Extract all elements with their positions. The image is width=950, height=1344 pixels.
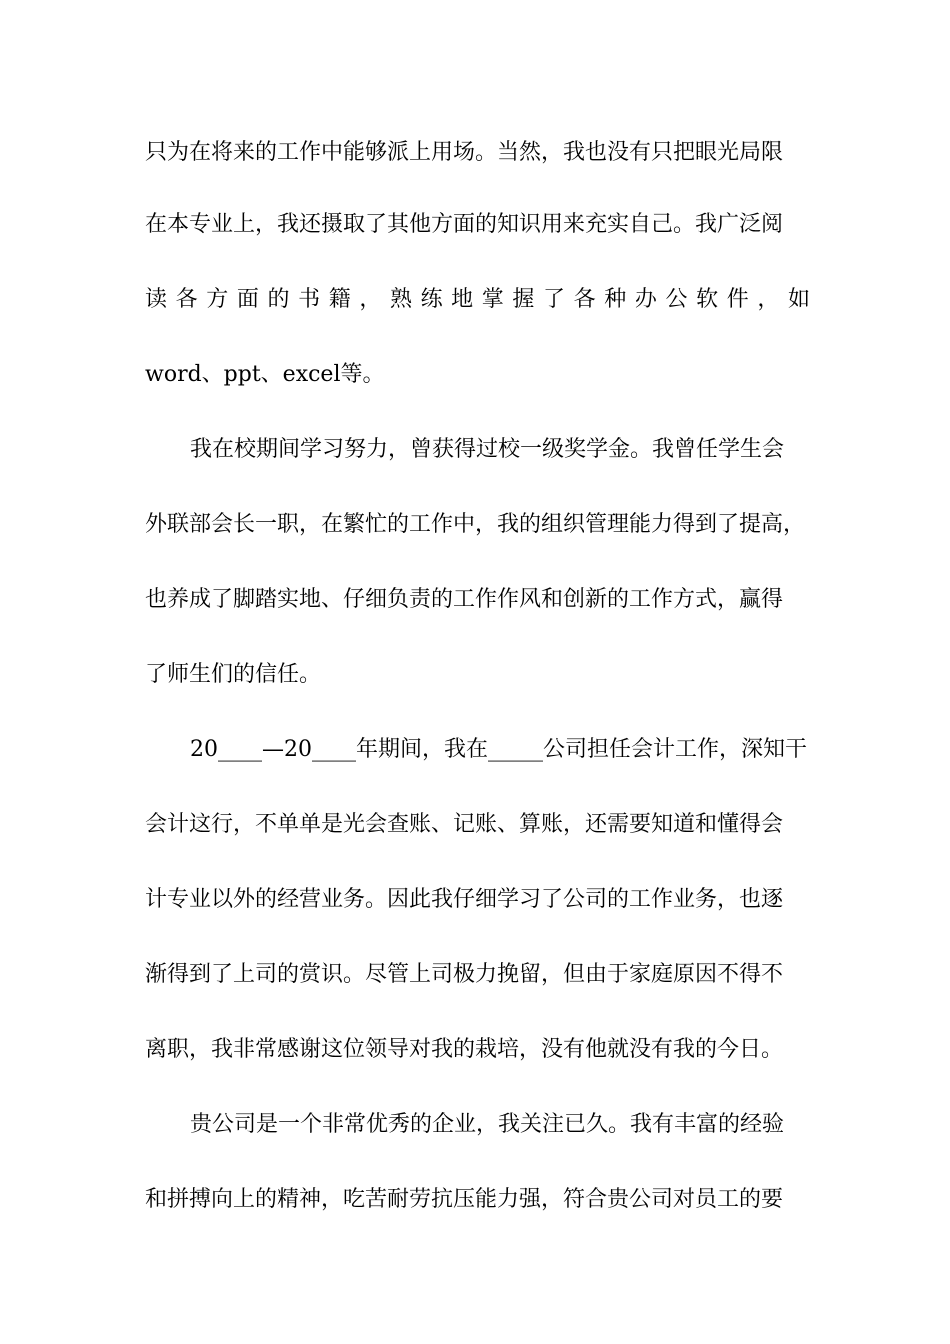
text-line: 计专业以外的经营业务。因此我仔细学习了公司的工作业务，也逐 bbox=[145, 887, 784, 912]
text-line: 外联部会长一职，在繁忙的工作中，我的组织管理能力得到了提高， bbox=[145, 512, 806, 537]
text-line: 和拼搏向上的精神，吃苦耐劳抗压能力强，符合贵公司对员工的要 bbox=[145, 1187, 784, 1212]
paragraph-first-line: 20____—20____年期间，我在_____公司担任会计工作，深知干 bbox=[190, 737, 807, 762]
text-line: 在本专业上，我还摄取了其他方面的知识用来充实自己。我广泛阅 bbox=[145, 212, 784, 237]
text-line: 渐得到了上司的赏识。尽管上司极力挽留，但由于家庭原因不得不 bbox=[145, 962, 784, 987]
text-line: 只为在将来的工作中能够派上用场。当然，我也没有只把眼光局限 bbox=[145, 140, 784, 165]
text-line: 离职，我非常感谢这位领导对我的栽培，没有他就没有我的今日。 bbox=[145, 1037, 784, 1062]
text-line: 也养成了脚踏实地、仔细负责的工作作风和创新的工作方式，赢得 bbox=[145, 587, 784, 612]
text-line: 读各方面的书籍，熟练地掌握了各种办公软件，如 bbox=[145, 287, 810, 312]
text-line: word、ppt、excel等。 bbox=[145, 362, 385, 387]
text-line: 了师生们的信任。 bbox=[145, 662, 322, 687]
paragraph-first-line: 贵公司是一个非常优秀的企业，我关注已久。我有丰富的经验 bbox=[190, 1112, 785, 1137]
text-line: 会计这行，不单单是光会查账、记账、算账，还需要知道和懂得会 bbox=[145, 812, 784, 837]
paragraph-first-line: 我在校期间学习努力，曾获得过校一级奖学金。我曾任学生会 bbox=[190, 437, 785, 462]
